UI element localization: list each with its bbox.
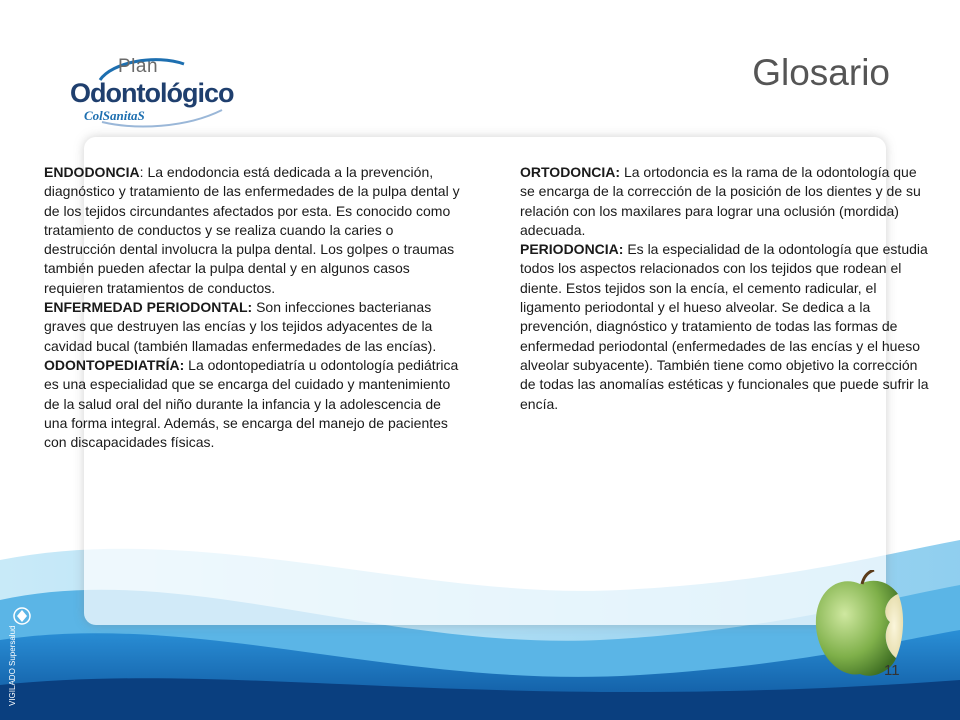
glossary-definition: La ortodoncia es la rama de la odontología que se encarga de la corrección de la posición de los dientes y de su relación con los maxilares para lograr una oclusión (mordida) adecuada. <box>520 164 921 238</box>
page-number: 11 <box>884 662 900 679</box>
plan-odontologico-logo <box>66 50 236 130</box>
glossary-entry <box>44 163 468 298</box>
logo-plan-text: Plan <box>118 56 159 77</box>
slide-title: Glosario <box>752 52 890 93</box>
glossary-entry <box>520 163 930 240</box>
glossary-term: ENFERMEDAD PERIODONTAL: <box>44 299 253 316</box>
glossary-right-column <box>520 163 930 414</box>
logo-main-text: Odontológico <box>70 78 234 108</box>
glossary-left-column <box>44 163 468 452</box>
glossary-definition: La odontopediatría u odontología pediátrica es una especialidad que se encarga del cuidado y mantenimiento de la salud oral del niño durante la infancia y la adolescencia de una forma integral. Además, se encarga del manejo de pacientes con discapacidades físicas. <box>44 356 459 451</box>
glossary-term: ODONTOPEDIATRÍA: <box>44 356 185 373</box>
glossary-entry <box>44 298 468 356</box>
logo-sub-text: ColSanitaS <box>84 108 145 123</box>
glossary-entry <box>520 240 930 414</box>
bitten-apple-icon <box>808 570 918 685</box>
vigilado-label: VIGILADO Supersalud <box>8 625 17 706</box>
glossary-term: ENDODONCIA <box>44 164 140 180</box>
term-separator: : <box>139 164 148 180</box>
glossary-entry <box>44 356 468 452</box>
glossary-definition: Es la especialidad de la odontología que estudia todos los aspectos relacionados con los tejidos que rodean el diente. Estos tejidos son la encía, el cemento radicular, el ligamento periodontal y el hueso alveolar. Se dedica a la prevención, diagnóstico y tratamiento de todas las formas de enfermedad periodontal (enfermedades de las encías y el hueso alveolar subyacente). También tiene como objetivo la corrección de todas las anomalías estéticas y funcionales que puede sufrir la encía. <box>520 241 929 412</box>
glossary-term: PERIODONCIA: <box>520 241 624 258</box>
glossary-definition: Son infecciones bacterianas graves que destruyen las encías y los tejidos adyacentes de la cavidad bucal (también llamadas enfermedades de las encías). <box>44 299 437 354</box>
glossary-definition: La endodoncia está dedicada a la prevención, diagnóstico y tratamiento de las enfermedades de la pulpa dental y de los tejidos circundantes afectados por esta. Es conocido como tratamiento de conductos y se realiza cuando la caries o destrucción dental involucra la pulpa dental. Los golpes o traumas también pueden afectar la pulpa dental y en algunos casos requieren tratamientos de conductos. <box>44 164 460 296</box>
glossary-term: ORTODONCIA: <box>520 164 621 180</box>
